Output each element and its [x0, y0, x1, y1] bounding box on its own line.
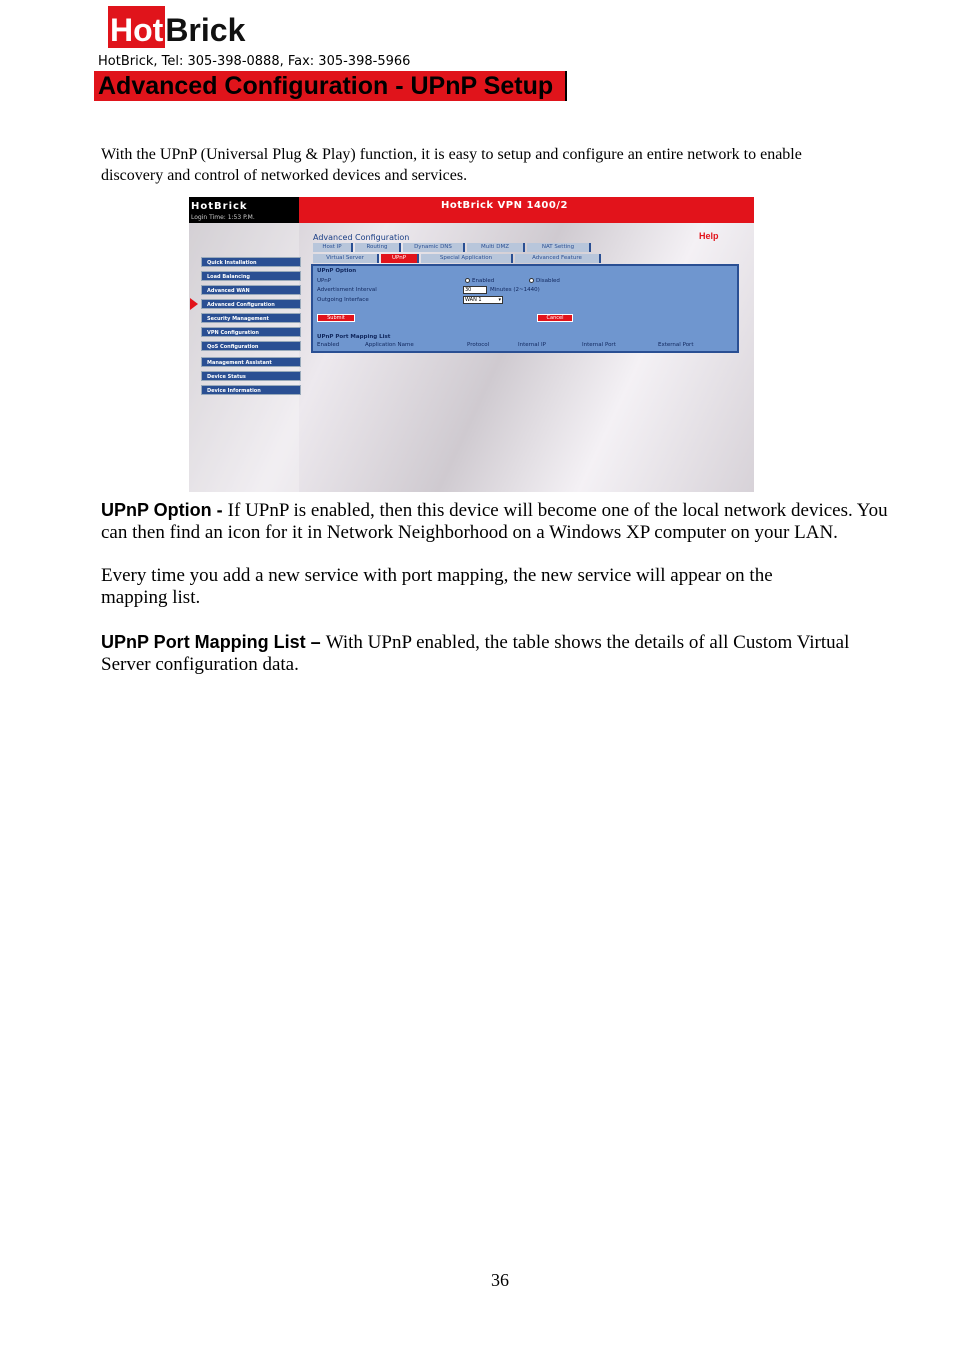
menu-security-management[interactable]: Security Management [201, 313, 301, 323]
col-protocol: Protocol [467, 342, 490, 348]
interval-label: Advertisment Interval [317, 287, 377, 293]
submit-button[interactable]: Submit [317, 314, 355, 322]
menu-device-status[interactable]: Device Status [201, 371, 301, 381]
tab-multi-dmz[interactable]: Multi DMZ [467, 243, 525, 252]
chevron-down-icon: ▾ [498, 297, 501, 303]
screenshot-login-time: Login Time: 1:53 P.M. [191, 214, 255, 221]
mapping-list-title: UPnP Port Mapping List [317, 334, 391, 340]
interval-hint: Minutes (2~1440) [490, 287, 540, 293]
upnp-setup-screenshot [189, 197, 754, 492]
upnp-disabled-radio[interactable] [529, 278, 534, 283]
screenshot-sidebar [189, 223, 299, 492]
intro-paragraph: With the UPnP (Universal Plug & Play) function, it is easy to setup and configure an entire network to enable discovery and control of networked devices and services. [101, 146, 802, 184]
screenshot-brand: HotBrick [191, 201, 248, 212]
upnp-label: UPnP [317, 278, 332, 284]
interval-input[interactable]: 30 [463, 286, 487, 294]
page-number: 36 [491, 1270, 509, 1290]
hotbrick-logo [108, 4, 245, 48]
mapping-list-paragraph [101, 631, 901, 676]
menu-advanced-wan[interactable]: Advanced WAN [201, 285, 301, 295]
interface-select-value: WAN 1 [465, 297, 482, 303]
contact-line: HotBrick, Tel: 305-398-0888, Fax: 305-398-5966 [98, 54, 411, 69]
logo-hot: Hot [108, 6, 165, 48]
active-menu-arrow-icon [190, 298, 198, 310]
logo-brick: Brick [165, 12, 246, 48]
menu-advanced-configuration[interactable]: Advanced Configuration [201, 299, 301, 309]
mapping-list-label: UPnP Port Mapping List – [101, 632, 326, 652]
tab-upnp[interactable]: UPnP [381, 254, 419, 263]
upnp-option-label: UPnP Option - [101, 500, 228, 520]
menu-load-balancing[interactable]: Load Balancing [201, 271, 301, 281]
tab-virtual-server[interactable]: Virtual Server [313, 254, 379, 263]
menu-vpn-configuration[interactable]: VPN Configuration [201, 327, 301, 337]
upnp-option-title: UPnP Option [317, 268, 357, 274]
interface-select[interactable] [463, 296, 503, 304]
screenshot-product-name: HotBrick VPN 1400/2 [441, 200, 568, 211]
menu-device-information[interactable]: Device Information [201, 385, 301, 395]
col-application-name: Application Name [365, 342, 414, 348]
upnp-panel [311, 264, 739, 353]
tab-special-application[interactable]: Special Application [421, 254, 513, 263]
tab-dynamic-dns[interactable]: Dynamic DNS [403, 243, 465, 252]
upnp-enabled-radio[interactable] [465, 278, 470, 283]
tab-routing[interactable]: Routing [355, 243, 401, 252]
menu-management-assistant[interactable]: Management Assistant [201, 357, 301, 367]
upnp-option-paragraph [101, 499, 901, 544]
col-external-port: External Port [658, 342, 694, 348]
menu-quick-installation[interactable]: Quick Installation [201, 257, 301, 267]
menu-qos-configuration[interactable]: QoS Configuration [201, 341, 301, 351]
screenshot-heading: Advanced Configuration [313, 233, 410, 242]
help-link[interactable]: Help [699, 231, 719, 241]
section-title: Advanced Configuration - UPnP Setup [94, 71, 567, 101]
col-internal-port: Internal Port [582, 342, 616, 348]
upnp-enabled-label: Enabled [472, 278, 495, 284]
every-time-paragraph: Every time you add a new service with port mapping, the new service will appear on the mapping list. [101, 565, 773, 608]
screenshot-logo-box [189, 197, 299, 223]
tab-nat-setting[interactable]: NAT Setting [527, 243, 591, 252]
mapping-list-text: With UPnP enabled, the table shows the details of all Custom Virtual Server configuration data. [101, 632, 850, 675]
interface-label: Outgoing Interface [317, 297, 369, 303]
col-enabled: Enabled [317, 342, 340, 348]
upnp-disabled-label: Disabled [536, 278, 560, 284]
tab-host-ip[interactable]: Host IP [313, 243, 353, 252]
cancel-button[interactable]: Cancel [537, 314, 573, 322]
upnp-option-text: If UPnP is enabled, then this device will become one of the local network devices. You can then find an icon for it in Network Neighborhood on a Windows XP computer on your LAN. [101, 500, 888, 543]
col-internal-ip: Internal IP [518, 342, 546, 348]
tab-advanced-feature[interactable]: Advanced Feature [515, 254, 601, 263]
